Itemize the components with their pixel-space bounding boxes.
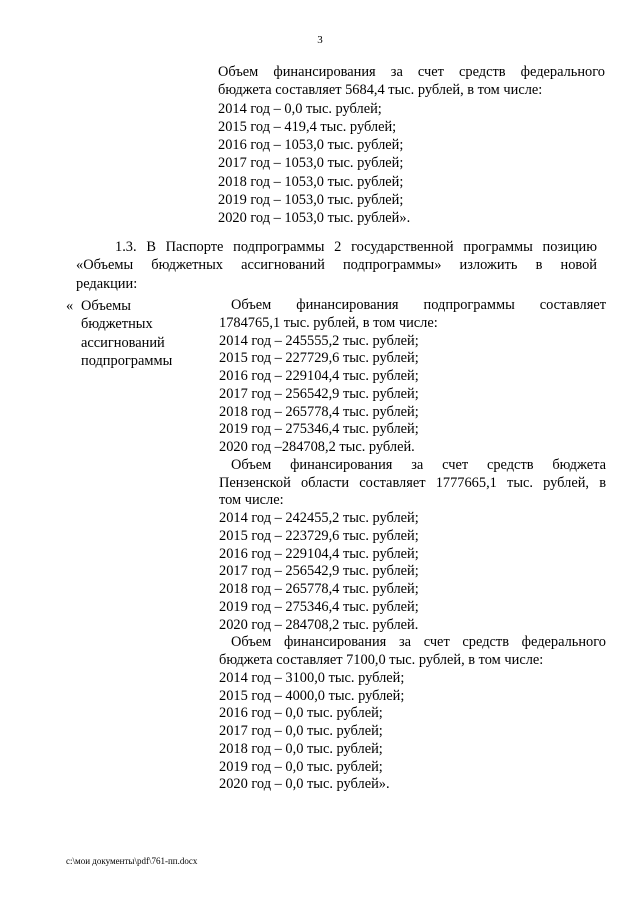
text-line: Объем финансирования за счет средств федерального <box>231 634 606 651</box>
file-path-footer: c:\мои документы\pdf\761-пп.docx <box>66 856 198 866</box>
year-line: 2018 год – 1053,0 тыс. рублей; <box>218 173 404 190</box>
text-line: бюджета составляет 5684,4 тыс. рублей, в том числе: <box>218 82 543 99</box>
year-line: 2015 год – 227729,6 тыс. рублей; <box>219 350 419 367</box>
year-line: 2014 год – 245555,2 тыс. рублей; <box>219 332 419 349</box>
year-line: 2018 год – 265778,4 тыс. рублей; <box>219 581 419 597</box>
text-line: Пензенской области составляет 1777665,1 тыс. рублей, в <box>219 474 606 491</box>
year-line: 2014 год – 242455,2 тыс. рублей; <box>219 510 419 526</box>
label-line: подпрограммы <box>81 352 173 369</box>
year-line: 2014 год – 3100,0 тыс. рублей; <box>219 669 405 686</box>
year-line: 2020 год – 284708,2 тыс. рублей. <box>219 616 419 633</box>
text-line: 1.3. В Паспорте подпрограммы 2 государственной программы позицию <box>115 239 597 255</box>
federal-funding-block <box>218 63 605 228</box>
year-line: 2016 год – 229104,4 тыс. рублей; <box>219 545 419 562</box>
year-line: 2016 год – 0,0 тыс. рублей; <box>219 705 383 722</box>
text-line: Объем финансирования за счет средств бюджета <box>231 456 606 473</box>
text-line: редакции: <box>76 275 138 292</box>
text-line: «Объемы бюджетных ассигнований подпрограммы» изложить в новой <box>76 257 597 274</box>
text-line: бюджета составляет 7100,0 тыс. рублей, в том числе: <box>219 652 544 668</box>
text-line: Объем финансирования за счет средств федерального <box>218 64 605 80</box>
year-line: 2020 год –284708,2 тыс. рублей. <box>219 439 415 455</box>
year-line: 2019 год – 275346,4 тыс. рублей; <box>219 598 419 615</box>
year-line: 2019 год – 1053,0 тыс. рублей; <box>218 192 404 209</box>
amendment-paragraph <box>76 238 597 293</box>
year-line: 2020 год – 1053,0 тыс. рублей». <box>218 210 411 227</box>
year-line: 2018 год – 0,0 тыс. рублей; <box>219 740 383 757</box>
label-line: ассигнований <box>81 334 165 351</box>
page-number: 3 <box>317 34 323 46</box>
text-line: 1784765,1 тыс. рублей, в том числе: <box>219 314 438 331</box>
year-line: 2016 год – 1053,0 тыс. рублей; <box>218 137 404 154</box>
year-line: 2019 год – 0,0 тыс. рублей; <box>219 758 383 775</box>
opening-quote: « <box>66 298 74 314</box>
label-line: бюджетных <box>81 316 153 333</box>
year-line: 2016 год – 229104,4 тыс. рублей; <box>219 368 419 384</box>
label-line: Объемы <box>81 298 131 314</box>
year-line: 2017 год – 1053,0 тыс. рублей; <box>218 155 404 172</box>
year-line: 2020 год – 0,0 тыс. рублей». <box>219 776 390 793</box>
funding-details <box>218 297 606 794</box>
year-line: 2017 год – 256542,9 тыс. рублей; <box>219 563 419 580</box>
year-line: 2017 год – 0,0 тыс. рублей; <box>219 723 383 739</box>
year-line: 2018 год – 265778,4 тыс. рублей; <box>219 403 419 420</box>
year-line: 2019 год – 275346,4 тыс. рублей; <box>219 421 419 438</box>
year-line: 2015 год – 419,4 тыс. рублей; <box>218 118 397 135</box>
text-line: Объем финансирования подпрограммы составляет <box>231 297 606 313</box>
text-line: том числе: <box>219 492 284 509</box>
year-line: 2015 год – 223729,6 тыс. рублей; <box>219 527 419 544</box>
year-line: 2014 год – 0,0 тыс. рублей; <box>218 100 382 117</box>
year-line: 2017 год – 256542,9 тыс. рублей; <box>219 385 419 402</box>
year-line: 2015 год – 4000,0 тыс. рублей; <box>219 687 405 704</box>
position-label <box>81 297 201 370</box>
